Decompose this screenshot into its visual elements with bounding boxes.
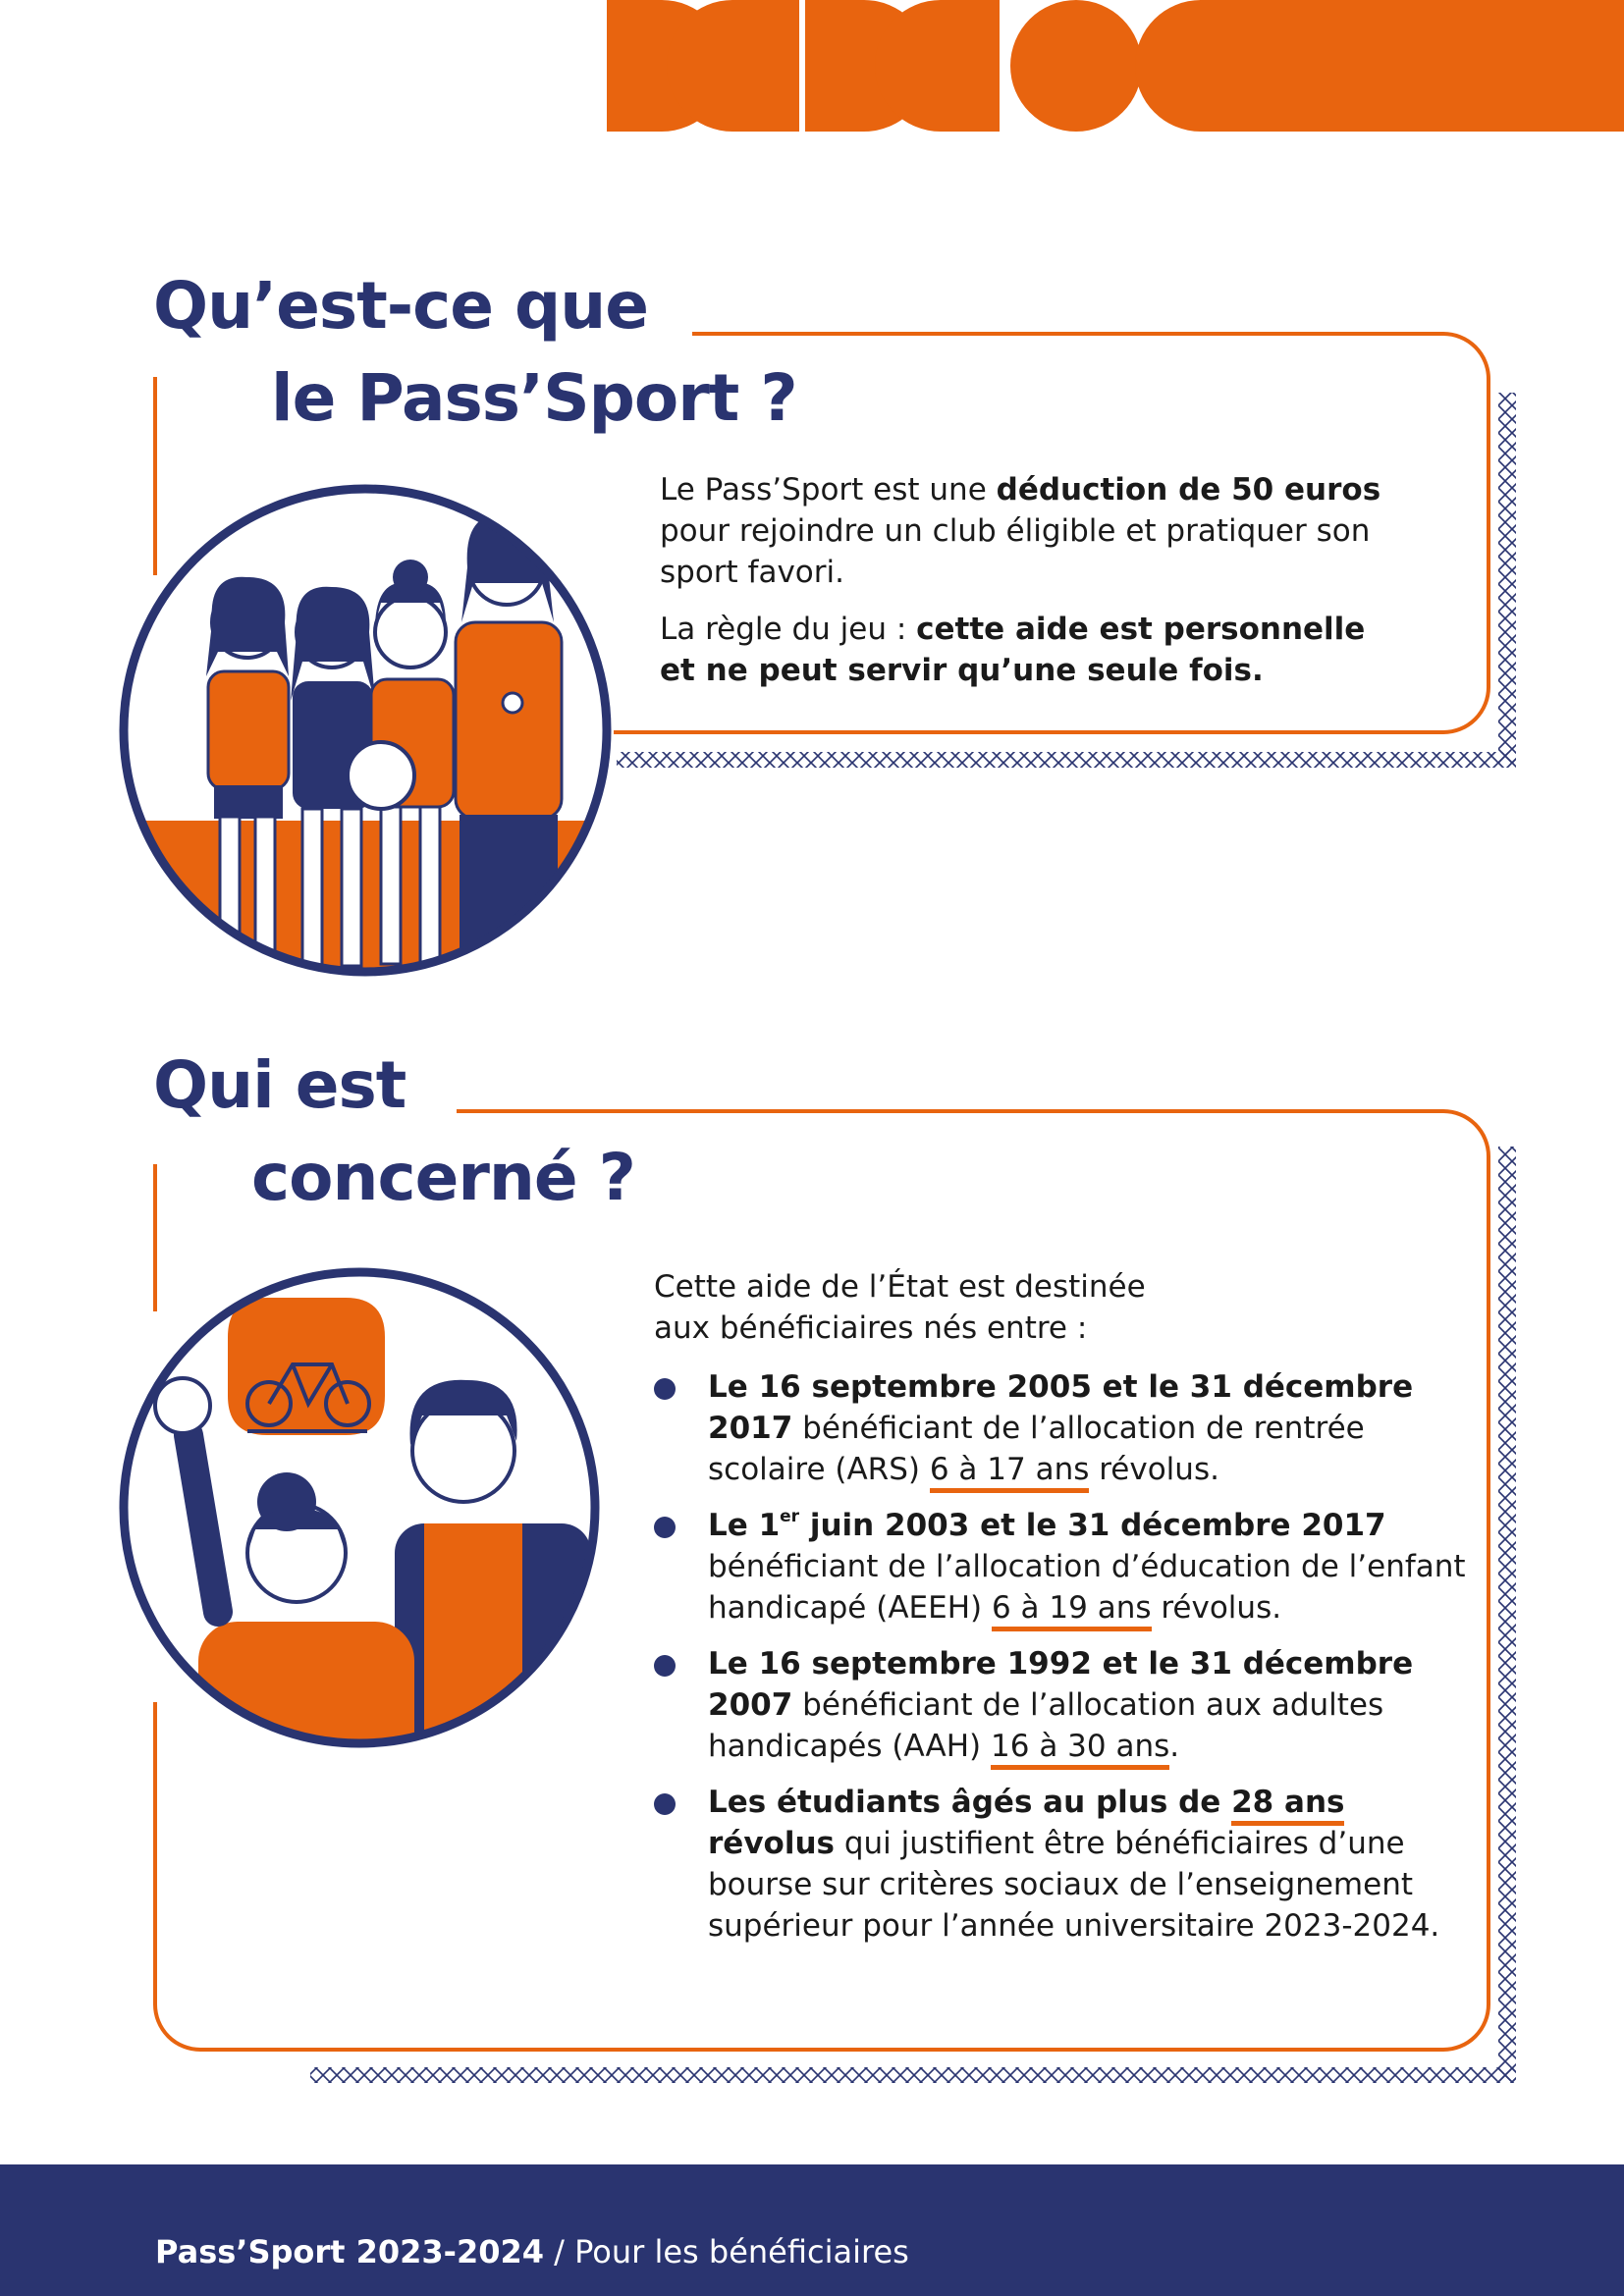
footer-bar bbox=[0, 2164, 1624, 2296]
section2-description bbox=[654, 1266, 1479, 1961]
age-range-highlight: 28 ans bbox=[1231, 1785, 1344, 1826]
bullet-icon bbox=[654, 1378, 676, 1400]
section1-description bbox=[660, 469, 1406, 707]
header-decoration bbox=[607, 0, 1624, 132]
section1-paragraph1: Le Pass’Sport est une déduction de 50 euros pour rejoindre un club éligible et pratiquer son sport favori. bbox=[660, 472, 1381, 590]
section2-intro: Cette aide de l’État est destinée aux bénéficiaires nés entre : bbox=[654, 1269, 1146, 1346]
section2-title-line1: Qui est bbox=[153, 1047, 406, 1123]
bullet-icon bbox=[654, 1655, 676, 1677]
bullet-icon bbox=[654, 1793, 676, 1815]
section2-title-line2: concerné ? bbox=[251, 1140, 635, 1215]
section1-title-line2: le Pass’Sport ? bbox=[271, 360, 797, 436]
list-item: Les étudiants âgés au plus de 28 ans révolus qui justifient être bénéficiaires d’une bourse sur critères sociaux de l’enseignement supérieur pour l’année universitaire 2023-2024. bbox=[654, 1782, 1479, 1947]
bullet-icon bbox=[654, 1517, 676, 1538]
section1-title-line1: Qu’est-ce que bbox=[153, 268, 649, 344]
footer-text: Pass’Sport 2023-2024 / Pour les bénéficiaires bbox=[155, 2233, 909, 2270]
list-item: Le 16 septembre 1992 et le 31 décembre 2007 bénéficiant de l’allocation aux adultes handicapés (AAH) 16 à 30 ans. bbox=[654, 1643, 1435, 1767]
list-item: Le 1er juin 2003 et le 31 décembre 2017 bénéficiant de l’allocation d’éducation de l’enfant handicapé (AEEH) 6 à 19 ans révolus. bbox=[654, 1505, 1479, 1629]
team-players-illustration bbox=[110, 475, 621, 986]
list-item: Le 16 septembre 2005 et le 31 décembre 2017 bénéficiant de l’allocation de rentrée scolaire (ARS) 6 à 17 ans révolus. bbox=[654, 1366, 1435, 1490]
age-range-highlight: 6 à 17 ans bbox=[930, 1452, 1090, 1493]
age-range-highlight: 6 à 19 ans bbox=[992, 1590, 1152, 1631]
age-range-highlight: 16 à 30 ans bbox=[991, 1729, 1169, 1770]
criteria-list bbox=[654, 1366, 1479, 1947]
section1-paragraph2: La règle du jeu : cette aide est personnelle et ne peut servir qu’une seule fois. bbox=[660, 612, 1366, 688]
young-people-bicycle-illustration bbox=[110, 1258, 609, 1757]
